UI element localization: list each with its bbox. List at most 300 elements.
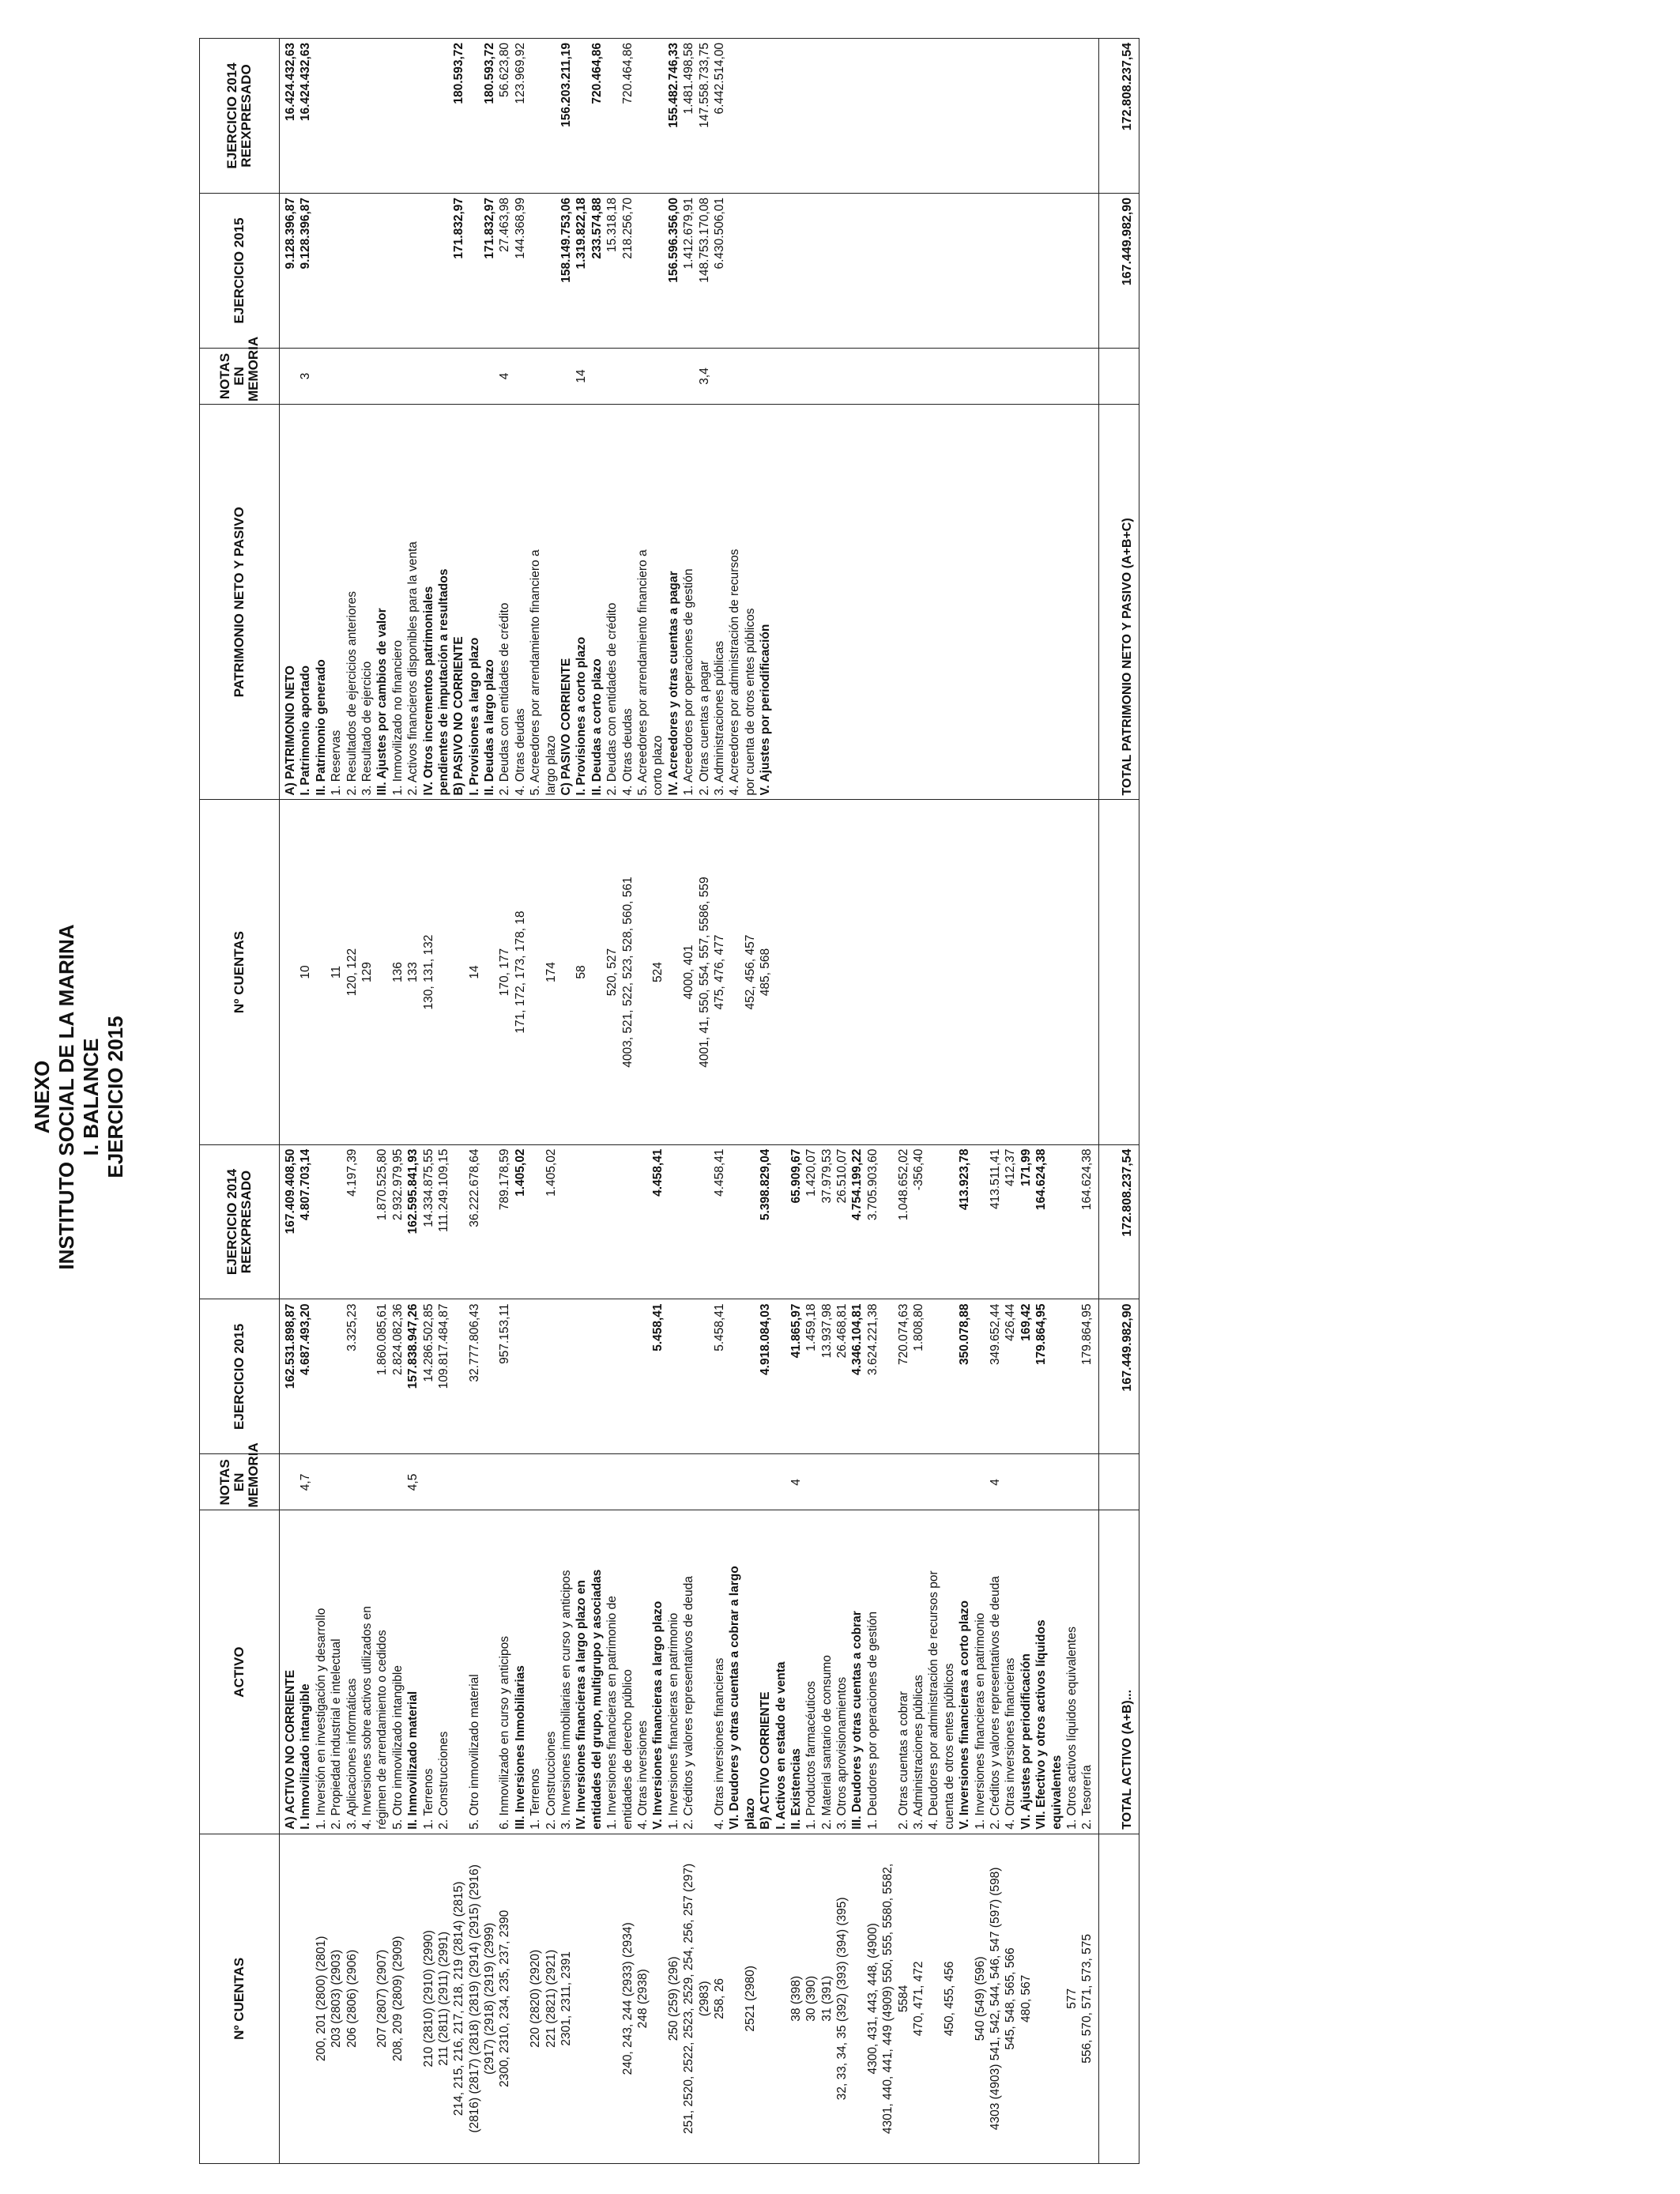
pasivo-value-2014	[390, 43, 405, 189]
pasivo-value-2014	[405, 43, 420, 189]
activo-account-code: 207 (2807) (2907)	[375, 1949, 390, 2048]
activo-account-code	[849, 1838, 864, 2159]
activo-note-ref	[559, 1458, 574, 1506]
pasivo-note-ref	[758, 352, 773, 400]
pasivo-value-2014: 123.969,92	[513, 43, 527, 104]
pasivo-account-code	[666, 804, 681, 1140]
activo-line-label: 2. Créditos y valores representativos de deuda	[682, 1576, 696, 1830]
activo-account-code: 251, 2520, 2522, 2523, 2529, 254, 256, 257 (297)	[682, 1863, 696, 2134]
activo-value-2014: 36.222.678,64	[467, 1148, 481, 1227]
activo-value-2014: 111.249.109,15	[436, 1148, 450, 1233]
activo-account-code: 220 (2820) (2920)	[529, 1949, 543, 2048]
activo-line-label: 2. Otras cuentas a cobrar	[896, 1691, 910, 1830]
activo-value-2015	[360, 1303, 375, 1449]
activo-value-2014	[666, 1149, 681, 1295]
activo-account-code: 206 (2806) (2906)	[345, 1949, 359, 2048]
pasivo-note-ref	[283, 352, 298, 400]
activo-note-ref	[283, 1458, 298, 1506]
activo-account-code: (2816) (2817) (2818) (2819) (2914) (2915) (2916)	[467, 1864, 481, 2133]
empty-cell	[1098, 1454, 1139, 1510]
activo-note-ref	[528, 1458, 543, 1506]
pasivo-value-2015: 9.128.396,87	[299, 198, 313, 270]
activo-value-2014	[590, 1149, 605, 1295]
activo-note-ref	[774, 1458, 789, 1506]
table-header-row	[200, 39, 280, 2164]
pasivo-note-ref	[390, 352, 405, 400]
activo-line-label: 1. Otros activos líquidos equivalentes	[1064, 1626, 1079, 1830]
pasivo-note-ref	[436, 352, 451, 400]
pasivo-value-2015	[650, 198, 665, 344]
activo-line-label: 1. Inversiones financieras en patrimonio de	[605, 1596, 620, 1830]
activo-value-2014	[942, 1149, 957, 1295]
activo-value-2015	[620, 1303, 635, 1449]
activo-line-label: 1. Deudores por operaciones de gestión	[865, 1611, 880, 1830]
pasivo-account-code	[375, 804, 390, 1140]
activo-value-2014: 1.405,02	[513, 1148, 527, 1197]
pasivo-line-label: 2. Activos financieros disponibles para la venta	[406, 541, 420, 796]
activo-value-2014	[774, 1149, 789, 1295]
activo-line-label: 4. Deudores por administración de recursos por	[927, 1570, 941, 1830]
activo-account-code: 250 (259) (296)	[666, 1956, 680, 2041]
pasivo-line-label: pendientes de imputación a resultados	[436, 568, 450, 796]
activo-note-ref	[1019, 1458, 1034, 1506]
activo-line-label: 1. Terrenos	[421, 1768, 435, 1830]
activo-line-label: B) ACTIVO CORRIENTE	[759, 1691, 773, 1830]
activo-note-ref	[329, 1458, 344, 1506]
activo-value-2014	[635, 1149, 650, 1295]
pasivo-value-2015	[360, 198, 375, 344]
activo-value-2015: 1.808,80	[912, 1303, 926, 1351]
pasivo-line-label: II. Deudas a corto plazo	[590, 658, 604, 796]
activo-line-label: 1. Inversiones financieras en patrimonio	[973, 1612, 987, 1830]
activo-line-label	[880, 1514, 895, 1829]
pasivo-line-label: 2. Resultados de ejercicios anteriores	[345, 591, 359, 796]
pasivo-note-ref	[590, 352, 605, 400]
activo-value-2014: 789.178,59	[498, 1148, 512, 1211]
activo-note-ref	[574, 1458, 589, 1506]
activo-note-ref	[697, 1458, 712, 1506]
pasivo-value-2014	[544, 43, 559, 189]
activo-value-2014	[743, 1149, 758, 1295]
activo-account-code: 2300, 2310, 234, 235, 237, 2390	[498, 1909, 512, 2087]
activo-value-2015: 350.078,88	[958, 1303, 972, 1366]
activo-account-code: 30 (390)	[804, 1975, 819, 2022]
activo-note-ref	[1003, 1458, 1018, 1506]
pasivo-account-code	[451, 804, 466, 1140]
pasivo-account-code	[436, 804, 451, 1140]
pasivo-account-code	[590, 804, 605, 1140]
activo-value-2015	[743, 1303, 758, 1449]
activo-line-label: IV. Inversiones financieras a largo plazo en	[574, 1580, 589, 1830]
activo-value-2015	[559, 1303, 574, 1449]
pasivo-account-code: 485, 568	[759, 948, 773, 997]
activo-note-ref	[1049, 1458, 1064, 1506]
activo-value-2015: 14.286.502,85	[421, 1303, 435, 1382]
pasivo-line-label: II. Deudas a largo plazo	[483, 659, 497, 796]
activo-line-label: III. Inversiones Inmobiliarias	[513, 1665, 527, 1830]
pasivo-value-2014	[436, 43, 451, 189]
activo-value-2014	[1049, 1149, 1064, 1295]
activo-account-code	[1034, 1838, 1049, 2159]
activo-account-code: 556, 570, 571, 573, 575	[1080, 1933, 1094, 2064]
pasivo-value-2014	[727, 43, 742, 189]
activo-value-2015	[681, 1303, 696, 1449]
activo-2015-column	[280, 1299, 1099, 1454]
pasivo-value-2014	[329, 43, 344, 189]
activo-line-label: 3. Inversiones inmobiliarias en curso y anticipos	[559, 1570, 574, 1830]
activo-line-label: régimen de arrendamiento o cedidos	[375, 1630, 390, 1830]
pasivo-account-code	[559, 804, 574, 1140]
activo-value-2014	[681, 1149, 696, 1295]
activo-account-code: 214, 215, 216, 217, 218, 219 (2814) (2815)	[452, 1881, 466, 2117]
activo-account-code: 210 (2810) (2910) (2990)	[421, 1930, 435, 2068]
activo-value-2014	[451, 1149, 466, 1295]
activo-line-label	[482, 1514, 497, 1829]
pasivo-value-2015	[345, 198, 360, 344]
pasivo-2015-column	[280, 194, 1099, 349]
pasivo-2014-column	[280, 39, 1099, 194]
activo-value-2014	[574, 1149, 589, 1295]
activo-value-2014: 171,99	[1019, 1148, 1033, 1186]
pasivo-line-label: 4. Acreedores por administración de recursos	[728, 548, 742, 796]
activo-note-ref	[360, 1458, 375, 1506]
total-activo-label: TOTAL ACTIVO (A+B)...	[1098, 1510, 1139, 1834]
activo-line-label: 2. Propiedad industrial e intelectual	[330, 1638, 344, 1830]
activo-value-2014	[620, 1149, 635, 1295]
activo-account-code: 470, 471, 472	[912, 1961, 926, 2037]
pasivo-value-2014	[360, 43, 375, 189]
pasivo-line-label: C) PASIVO CORRIENTE	[559, 658, 574, 796]
activo-value-2014	[727, 1149, 742, 1295]
activo-value-2015	[926, 1303, 941, 1449]
pasivo-line-label: 2. Deudas con entidades de crédito	[498, 602, 512, 796]
activo-value-2014: 2.932.979,95	[390, 1148, 405, 1221]
pasivo-note-ref	[405, 352, 420, 400]
pasivo-value-2014	[605, 43, 620, 189]
activo-line-label: equivalentes	[1049, 1755, 1064, 1830]
activo-2014-column	[280, 1144, 1099, 1299]
activo-account-code	[360, 1838, 375, 2159]
pasivo-line-label: 2. Otras cuentas a pagar	[697, 660, 711, 796]
pasivo-value-2015: 218.256,70	[620, 198, 635, 259]
activo-value-2014: 4.807.703,14	[299, 1148, 313, 1221]
pasivo-note-ref	[421, 352, 436, 400]
pasivo-note-ref	[544, 352, 559, 400]
pasivo-value-2014: 720.464,86	[620, 43, 635, 104]
pasivo-value-2015: 233.574,88	[590, 198, 604, 259]
activo-value-2015: 32.777.806,43	[467, 1303, 481, 1382]
header-year: EJERCICIO 2015	[104, 1016, 127, 1178]
activo-account-code	[727, 1838, 742, 2159]
activo-line-label: plazo	[743, 1798, 757, 1830]
activo-value-2015	[528, 1303, 543, 1449]
activo-value-2014	[528, 1149, 543, 1295]
activo-value-2015: 41.865,97	[789, 1303, 803, 1359]
activo-value-2015: 349.652,44	[988, 1303, 1002, 1366]
activo-account-code: 203 (2803) (2903)	[330, 1949, 344, 2048]
activo-value-2015: 957.153,11	[498, 1303, 512, 1364]
activo-value-2015: 5.458,41	[651, 1303, 665, 1351]
activo-account-code: 4303 (4903) 541, 542, 544, 546, 547 (597) (598)	[988, 1867, 1002, 2131]
activo-value-2014: 412,37	[1004, 1148, 1018, 1186]
activo-value-2015: 162.531.898,87	[284, 1303, 297, 1389]
pasivo-value-2014	[375, 43, 390, 189]
pasivo-account-code: 452, 456, 457	[743, 934, 757, 1010]
pasivo-note-ref: 4	[498, 372, 512, 380]
activo-note-ref: 4	[988, 1479, 1002, 1486]
activo-account-code: 211 (2811) (2911) (2991)	[436, 1931, 450, 2066]
pasivo-value-2014: 16.424.432,63	[299, 43, 313, 122]
activo-note-ref	[375, 1458, 390, 1506]
activo-note-ref	[743, 1458, 758, 1506]
pasivo-value-2015: 144.368,99	[513, 198, 527, 259]
activo-value-2015: 426,44	[1004, 1303, 1018, 1341]
pasivo-value-2014	[314, 43, 329, 189]
pasivo-value-2015: 1.412.679,91	[682, 198, 696, 270]
activo-account-code: 5584	[896, 1985, 910, 2013]
header-annex: ANEXO	[30, 1060, 54, 1134]
activo-line-label: 4. Otras inversiones financieras	[712, 1657, 726, 1830]
activo-value-2015	[605, 1303, 620, 1449]
pasivo-value-2015: 171.832,97	[452, 198, 466, 259]
pasivo-note-ref	[345, 352, 360, 400]
activo-value-2014: 4.197,39	[345, 1148, 359, 1197]
activo-account-code: 258, 26	[712, 1978, 726, 2019]
pasivo-line-label: IV. Acreedores y otras cuentas a pagar	[666, 571, 680, 796]
pasivo-value-2014	[743, 43, 758, 189]
pasivo-value-2014: 147.558.733,75	[697, 43, 711, 128]
activo-note-ref	[758, 1458, 773, 1506]
pasivo-cuentas-column	[280, 800, 1099, 1144]
activo-note-ref	[911, 1458, 926, 1506]
activo-note-ref	[497, 1458, 512, 1506]
pasivo-note-ref	[681, 352, 696, 400]
activo-note-ref: 4,7	[299, 1473, 313, 1491]
activo-note-ref	[819, 1458, 834, 1506]
pasivo-account-code: 4003, 521, 522, 523, 528, 560, 561	[620, 876, 635, 1068]
pasivo-account-code	[314, 804, 329, 1140]
activo-value-2015	[574, 1303, 589, 1449]
pasivo-line-label: largo plazo	[544, 735, 558, 796]
pasivo-value-2015: 9.128.396,87	[284, 198, 297, 270]
activo-value-2015: 720.074,63	[896, 1303, 910, 1366]
activo-note-ref	[314, 1458, 329, 1506]
activo-account-code	[957, 1838, 972, 2159]
activo-note-ref	[390, 1458, 405, 1506]
pasivo-note-ref: 3,4	[697, 368, 711, 385]
activo-line-label: 1. Inversiones financieras en patrimonio	[666, 1612, 680, 1830]
pasivo-value-2015: 15.318,18	[605, 198, 620, 252]
table-body-row	[280, 39, 1099, 2164]
pasivo-account-code: 4001, 41, 550, 554, 557, 5586, 559	[697, 876, 711, 1068]
activo-note-ref	[804, 1458, 819, 1506]
pasivo-note-ref	[712, 352, 727, 400]
activo-account-code: 208, 209 (2809) (2909)	[390, 1936, 405, 2062]
activo-note-ref	[345, 1458, 360, 1506]
activo-note-ref	[681, 1458, 696, 1506]
activo-value-2015	[774, 1303, 789, 1449]
pasivo-account-code: 170, 177	[498, 948, 512, 997]
col-header-ejercicio-2015: EJERCICIO 2015	[200, 1299, 280, 1454]
pasivo-note-ref	[743, 352, 758, 400]
activo-line-label: entidades del grupo, multigrupo y asociadas	[590, 1569, 604, 1830]
pasivo-value-2014	[635, 43, 650, 189]
activo-value-2015	[1049, 1303, 1064, 1449]
activo-line-label: 2. Material santario de consumo	[819, 1655, 834, 1830]
activo-note-ref: 4,5	[406, 1473, 420, 1491]
activo-note-ref: 4	[789, 1479, 803, 1486]
activo-account-code: 248 (2938)	[635, 1969, 650, 2029]
pasivo-value-2015	[436, 198, 451, 344]
activo-value-2014: 413.923,78	[958, 1148, 972, 1211]
activo-account-code: (2917) (2918) (2919) (2999)	[483, 1922, 497, 2075]
activo-line-label: 5. Otro inmovilizado material	[467, 1674, 481, 1830]
activo-value-2014	[697, 1149, 712, 1295]
col-header-ejercicio-2014: EJERCICIO 2014 REEXPRESADO	[200, 1144, 280, 1299]
activo-account-code: (2983)	[697, 1981, 711, 2017]
activo-line-label: VII. Efectivo y otros activos líquidos	[1034, 1619, 1049, 1830]
activo-note-ref	[727, 1458, 742, 1506]
activo-value-2015	[635, 1303, 650, 1449]
pasivo-value-2014	[528, 43, 543, 189]
activo-line-label: VI. Ajustes por periodificación	[1019, 1653, 1033, 1830]
activo-line-label: 5. Otro inmovilizado intangible	[390, 1665, 405, 1830]
col-header-ejercicio-2015-pasivo: EJERCICIO 2015	[200, 194, 280, 349]
pasivo-value-2014	[345, 43, 360, 189]
activo-line-label: 2. Tesorería	[1080, 1765, 1094, 1830]
activo-line-label: 3. Otros aprovisionamientos	[835, 1676, 849, 1830]
pasivo-line-label: por cuenta de otros entes públicos	[743, 608, 757, 796]
col-header-patrimonio: PATRIMONIO NETO Y PASIVO	[200, 405, 280, 800]
activo-line-label: 4. Inversiones sobre activos utilizados en	[360, 1606, 374, 1830]
pasivo-value-2014: 6.442.514,00	[712, 43, 726, 115]
empty-cell	[1098, 348, 1139, 404]
activo-value-2014	[926, 1149, 941, 1295]
pasivo-value-2015: 148.753.170,08	[697, 198, 711, 283]
pasivo-line-label: 3. Resultado de ejercicio	[360, 661, 374, 796]
activo-note-ref	[451, 1458, 466, 1506]
pasivo-value-2014: 155.482.746,33	[666, 43, 680, 128]
activo-note-ref	[973, 1458, 988, 1506]
balance-table	[199, 38, 1139, 2164]
pasivo-line-label: A) PATRIMONIO NETO	[284, 665, 297, 796]
activo-line-label: VI. Deudores y otras cuentas a cobrar a largo	[728, 1566, 742, 1830]
activo-value-2014: 164.624,38	[1034, 1148, 1049, 1211]
col-header-notas-pasivo: NOTAS EN MEMORIA	[200, 348, 280, 404]
pasivo-labels-column	[280, 405, 1099, 800]
activo-value-2014: 4.458,41	[712, 1148, 726, 1197]
pasivo-note-ref	[329, 352, 344, 400]
activo-line-label: I. Activos en estado de venta	[774, 1661, 788, 1830]
activo-note-ref	[880, 1458, 895, 1506]
activo-value-2015: 5.458,41	[712, 1303, 726, 1351]
activo-value-2014: 26.510,07	[835, 1148, 849, 1204]
pasivo-account-code: 14	[467, 965, 481, 979]
activo-value-2015: 157.838.947,26	[406, 1303, 420, 1389]
activo-account-code: 32, 33, 34, 35 (392) (393) (394) (395)	[835, 1897, 849, 2101]
activo-line-label: II. Existencias	[789, 1748, 803, 1830]
pasivo-line-label: 4. Otras deudas	[620, 708, 635, 796]
pasivo-line-label: II. Patrimonio generado	[314, 659, 328, 796]
total-pasivo-2015: 167.449.982,90	[1098, 194, 1139, 349]
activo-value-2015: 179.864,95	[1080, 1303, 1094, 1366]
activo-value-2014: 1.048.652,02	[896, 1148, 910, 1221]
activo-line-label: cuenta de otros entes públicos	[942, 1663, 956, 1830]
activo-account-code: 577	[1064, 1988, 1079, 2009]
pasivo-value-2014	[650, 43, 665, 189]
activo-account-code	[926, 1838, 941, 2159]
pasivo-line-label: 4. Otras deudas	[513, 708, 527, 796]
activo-value-2014	[973, 1149, 988, 1295]
pasivo-note-ref	[482, 352, 497, 400]
pasivo-note-ref	[513, 352, 528, 400]
pasivo-value-2014: 16.424.432,63	[284, 43, 297, 122]
pasivo-account-code: 120, 122	[345, 948, 359, 997]
activo-account-code: 450, 455, 456	[942, 1961, 956, 2037]
activo-line-label: 1. Productos farmacéuticos	[804, 1680, 819, 1830]
pasivo-value-2014	[467, 43, 482, 189]
activo-note-ref	[896, 1458, 911, 1506]
activo-line-label: 2. Construcciones	[436, 1731, 450, 1830]
activo-account-code	[405, 1838, 420, 2159]
col-header-activo: ACTIVO	[200, 1510, 280, 1834]
empty-cell	[1098, 1834, 1139, 2163]
activo-value-2015	[942, 1303, 957, 1449]
pasivo-line-label: corto plazo	[651, 735, 665, 796]
activo-account-code: 31 (391)	[819, 1975, 834, 2022]
activo-account-code	[590, 1838, 605, 2159]
pasivo-note-ref	[605, 352, 620, 400]
activo-value-2015: 109.817.484,87	[436, 1303, 450, 1389]
pasivo-account-code: 129	[360, 962, 374, 982]
activo-value-2014: 4.458,41	[651, 1148, 665, 1197]
pasivo-value-2014: 1.481.498,58	[682, 43, 696, 115]
pasivo-value-2014: 156.203.211,19	[559, 43, 574, 127]
total-activo-2015: 167.449.982,90	[1098, 1299, 1139, 1454]
activo-line-label: A) ACTIVO NO CORRIENTE	[284, 1669, 297, 1830]
activo-line-label: V. Inversiones financieras a corto plazo	[958, 1600, 972, 1830]
activo-value-2014: 413.511,41	[988, 1148, 1002, 1209]
activo-line-label: 4. Otras inversiones financieras	[1004, 1657, 1018, 1830]
activo-account-code: 221 (2821) (2921)	[544, 1949, 558, 2048]
activo-value-2015	[973, 1303, 988, 1449]
activo-value-2014	[559, 1149, 574, 1295]
activo-note-ref	[482, 1458, 497, 1506]
activo-note-ref	[605, 1458, 620, 1506]
pasivo-value-2015	[329, 198, 344, 344]
header-section: I. BALANCE	[79, 1038, 103, 1156]
activo-value-2015	[880, 1303, 895, 1449]
pasivo-line-label: 1. Reservas	[330, 729, 344, 796]
pasivo-line-label: V. Ajustes por periodificación	[759, 624, 773, 796]
activo-value-2014: 14.334.875,55	[421, 1148, 435, 1227]
pasivo-value-2015	[421, 198, 436, 344]
activo-value-2014: 167.409.408,50	[284, 1148, 297, 1235]
pasivo-account-code	[283, 804, 298, 1140]
pasivo-value-2015	[635, 198, 650, 344]
activo-value-2014: 37.979,53	[819, 1148, 834, 1204]
activo-note-ref	[421, 1458, 436, 1506]
document-header	[30, 0, 128, 2194]
pasivo-line-label: I. Provisiones a corto plazo	[574, 636, 589, 796]
col-header-cuentas: Nº CUENTAS	[200, 1834, 280, 2163]
activo-value-2014: 162.595.841,93	[406, 1148, 420, 1235]
activo-value-2015	[666, 1303, 681, 1449]
pasivo-line-label: 1. Acreedores por operaciones de gestión	[682, 568, 696, 796]
activo-line-label: 6. Inmovilizado en curso y anticipos	[498, 1636, 512, 1830]
activo-value-2014	[329, 1149, 344, 1295]
pasivo-value-2015	[528, 198, 543, 344]
